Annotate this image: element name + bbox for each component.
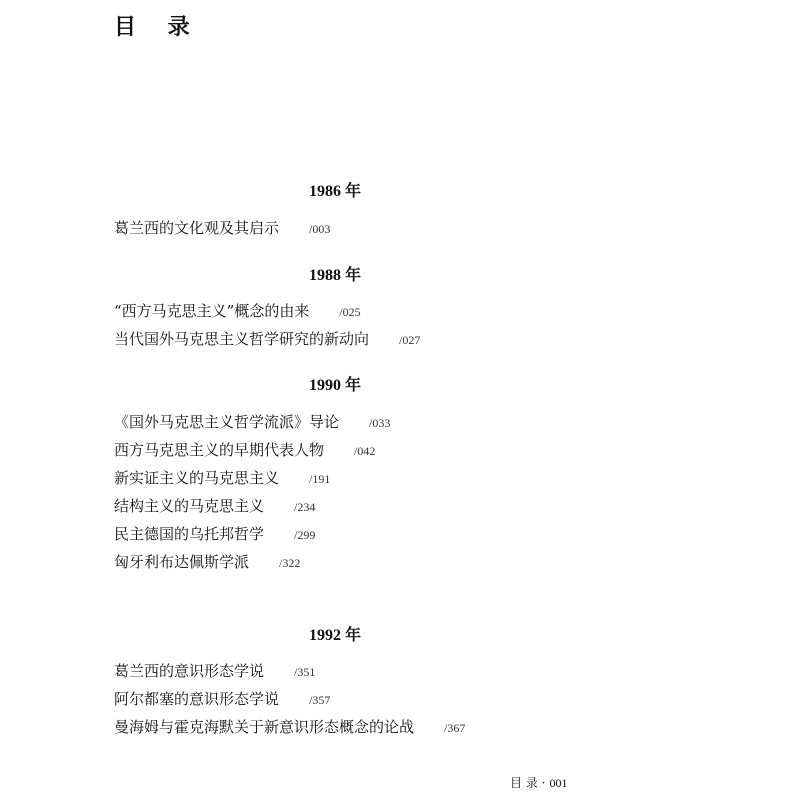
toc-entry[interactable]	[114, 524, 315, 544]
toc-entry[interactable]	[114, 412, 390, 432]
toc-entry-page: /003	[309, 222, 331, 236]
toc-entry[interactable]	[114, 689, 330, 709]
toc-entry[interactable]	[114, 468, 330, 488]
toc-entry[interactable]	[114, 440, 375, 460]
toc-entry-page: /234	[294, 500, 316, 514]
toc-entry[interactable]	[114, 329, 420, 349]
toc-entry[interactable]	[114, 661, 315, 681]
toc-entry-title: 民主德国的乌托邦哲学	[114, 525, 265, 543]
toc-entry-page: /322	[279, 556, 301, 570]
toc-entry-page: /351	[294, 665, 316, 679]
toc-entry-title: 结构主义的马克思主义	[114, 497, 265, 515]
toc-entry-page: /367	[444, 721, 466, 735]
toc-entry-title: 阿尔都塞的意识形态学说	[114, 690, 280, 708]
toc-entry-page: /299	[294, 528, 316, 542]
toc-entry[interactable]	[114, 717, 465, 737]
footer-page-number: 001	[549, 776, 568, 790]
footer-label: 目 录 ·	[510, 776, 546, 790]
toc-entry-page: /033	[369, 416, 391, 430]
toc-entry[interactable]	[114, 552, 300, 572]
toc-entry-title: 曼海姆与霍克海默关于新意识形态概念的论战	[114, 718, 415, 736]
toc-entry-title: 西方马克思主义的早期代表人物	[114, 441, 325, 459]
section-year-1986: 1986 年	[308, 183, 361, 200]
section-year-1990: 1990 年	[308, 377, 361, 394]
toc-entry[interactable]	[114, 301, 361, 321]
toc-entry-title: 葛兰西的意识形态学说	[114, 662, 265, 680]
toc-entry-title: 《国外马克思主义哲学流派》导论	[114, 413, 340, 431]
toc-entry[interactable]	[114, 496, 315, 516]
page-footer	[510, 774, 567, 791]
toc-entry-title: “西方马克思主义”概念的由来	[114, 302, 310, 320]
toc-entry-title: 当代国外马克思主义哲学研究的新动向	[114, 330, 370, 348]
section-year-1992: 1992 年	[308, 627, 361, 644]
toc-entry-title: 葛兰西的文化观及其启示	[114, 219, 280, 237]
toc-entry-page: /357	[309, 693, 331, 707]
toc-entry-page: /042	[354, 444, 376, 458]
toc-entry-title: 匈牙利布达佩斯学派	[114, 553, 250, 571]
toc-entry-page: /027	[399, 333, 421, 347]
section-year-1988: 1988 年	[308, 267, 361, 284]
toc-entry-page: /025	[339, 305, 361, 319]
toc-entry-page: /191	[309, 472, 331, 486]
toc-entry-title: 新实证主义的马克思主义	[114, 469, 280, 487]
toc-entry[interactable]	[114, 218, 330, 238]
page-title: 目 录	[114, 15, 202, 40]
